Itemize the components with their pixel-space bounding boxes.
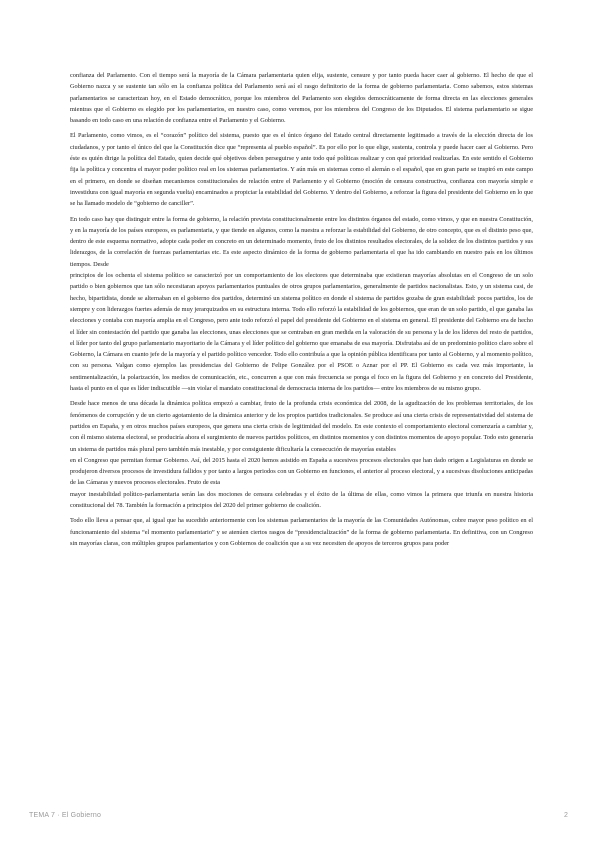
document-body [70,70,533,553]
paragraph-5: Desde hace menos de una década la dinámica política empezó a cambiar, fruto de la profunda crisis económica del 2008, de la agudización de los problemas territoriales, de los fenómenos de corrupción y de un cierto agotamiento de la dinámica anterior y de los propios partidos tradicionales. Se produce así una cierta crisis de representatividad del sistema de partidos en España, y en otros muchos países europeos, que genera una cierta crisis de legitimidad del modelo. En este contexto el comportamiento electoral comenzaría a cambiar y, con él mismo sistema electoral, se produciría ahora el surgimiento de nuevos partidos políticos, en distintos momentos y con distintos momentos de apoyo popular. Todo esto generaría un sistema de partidos más plural pero también más inestable, y por consiguiente dificultaría la consecución de mayorías estables [70,400,533,453]
paragraph-3: En todo caso hay que distinguir entre la forma de gobierno, la relación prevista constitucionalmente entre los distintos órganos del estado, como vimos, y que en nuestra Constitución, y en la mayoría de los países europeos, es parlamentaria, y que tiende en algunos, como la nuestra a reforzar la estabilidad del Gobierno, de otro concepto, que es el distinto peso que, dentro de este esquema normativo, adopte cada poder en concreto en un determinado momento, fruto de los distintos resultados electorales, de la solidez de los distintos partidos y sus liderazgos, de la correlación de fuerzas parlamentarias etc. Es este aspecto dinámico de la forma de gobierno parlamentaria el que ha ido cambiando en nuestro país en los últimos tiempos. Desde [70,215,533,268]
paragraph-1: confianza del Parlamento. Con el tiempo será la mayoría de la Cámara parlamentaria quien elija, sustente, censure y por tanto pueda hacer caer al gobierno. El hecho de que el Gobierno nazca y se sustente tan sólo en la confianza política del Parlamento será así el rasgo definitorio de la forma de gobierno parlamentaria. Como sabemos, estos sistemas parlamentarios se caracterizan hoy, en el Estado democrático, porque los miembros del Parlamento son elegidos democráticamente de forma directa en las elecciones generales mientras que el Gobierno es elegido por los parlamentarios, en nuestro caso, como veremos, por los miembros del Congreso de los Diputados. El sistema parlamentario se sigue basando en todo caso en una relación de confianza entre el Parlamento y el Gobierno. [70,72,533,125]
paragraph-8: Todo ello lleva a pensar que, al igual que ha sucedido anteriormente con los sistemas parlamentarios de la mayoría de las Comunidades Autónomas, cobre mayor peso político en el funcionamiento del sistema “el momento parlamentario” y se atenúen ciertos rasgos de “presidencialización” de la forma de gobierno parlamentaria. En definitiva, con un Congreso sin mayorías claras, con múltiples grupos parlamentarios y con Gobiernos de coalición que a su vez necesiten de apoyos de terceros grupos para poder [70,517,533,547]
page-number: 2 [564,812,568,819]
paragraph-2: El Parlamento, como vimos, es el “corazón” político del sistema, puesto que es el único órgano del Estado central directamente legitimado a través de la elección directa de los ciudadanos, y por tanto el único del que la Constitución dice que “representa al pueblo español”. Es por ello por lo que elige, sustenta, controla y puede hacer caer al Gobierno. Pero éste es quién dirige la política del Estado, quien decide qué objetivos deben perseguirse y ante todo qué políticas realizar y con qué prioridad realizarlas. En este sentido el Gobierno fija la política y concentra el mayor poder político real en los sistemas parlamentarios. Y aún más en sistemas como el alemán o el español, que en gran parte se inspiró en este campo en el primero, en donde se diseñan mecanismos constitucionales de relación entre el Parlamento y el Gobierno (moción de censura constructiva, confianza con mayoría simple e investidura con igual mayoría en segunda vuelta) encaminados a propiciar la estabilidad del Gobierno. Y dentro del Gobierno, a reforzar la figura del presidente del Gobierno en lo que se ha llamado modelo de “gobierno de canciller”. [70,132,533,208]
paragraph-4: principios de los ochenta el sistema político se caracterizó por un comportamiento de los electores que determinaba que existieran mayorías absolutas en el Congreso de un solo partido o bien gobiernos que tan sólo necesitaran apoyos parlamentarios puntuales de otros grupos parlamentarios, generalmente de partidos nacionalistas. Esto, y un sistema casi, de hecho, bipartidista, donde se alternaban en el gobierno dos partidos, determinó un sistema político en donde el sistema de partidos gozaba de gran estabilidad: pocos partidos, los de siempre y con liderazgos fuertes además de muy jerarquizados en su estructura interna. Todo ello reforzó la estabilidad de los gobiernos, que eran de un solo partido, el que ganaba las elecciones y contaba con mayoría amplia en el Congreso, pero ante todo reforzó el papel del presidente del Gobierno en el sistema en general. El presidente del Gobierno era de hecho el líder sin contestación del partido que ganaba las elecciones, unas elecciones que se centraban en gran medida en la valoración de su persona y la de los líderes del resto de partidos, el líder por tanto del grupo parlamentario mayoritario de la Cámara y el líder político del gobierno que emanaba de esa mayoría. Disfrutaba así de un predominio político claro sobre el Gobierno, la Cámara en cuanto jefe de la mayoría y el partido político vencedor. Todo ello contribuía a que la opinión pública identificara por tanto al Gobierno, y al momento político, con su persona. Valgan como ejemplos las presidencias del Gobierno de Felipe González por el PSOE o Aznar por el PP. El Gobierno es cada vez más importante, la sentimentalización, la polarización, los medios de comunicación, etc., concurren a que con más frecuencia se ponga el foco en la figura del Gobierno y en concreto del Presidente, hasta el punto en el que es líder indiscutible —sin violar el mandato constitucional de democracia interna de los partidos— entre los miembros de su mismo grupo. [70,272,533,393]
paragraph-7: mayor inestabilidad político-parlamentaria serán las dos mociones de censura celebradas y el éxito de la última de ellas, como vimos la primera que triunfa en nuestra historia constitucional del 78. También la formación a principios del 2020 del primer gobierno de coalición. [70,490,533,509]
footer-title: TEMA 7 · El Gobierno [29,812,102,819]
paragraph-6: en el Congreso que permitan formar Gobierno. Así, del 2015 hasta el 2020 hemos asistido en España a sucesivos procesos electorales que han dado origen a Legislaturas en donde se produjeron diversos procesos de investidura fallidos y por tanto a largos periodos con un Gobierno en funciones, el anterior al proceso electoral, y a sucesivas disoluciones anticipadas de las Cámaras y nuevos procesos electorales. Fruto de esta [70,456,533,487]
